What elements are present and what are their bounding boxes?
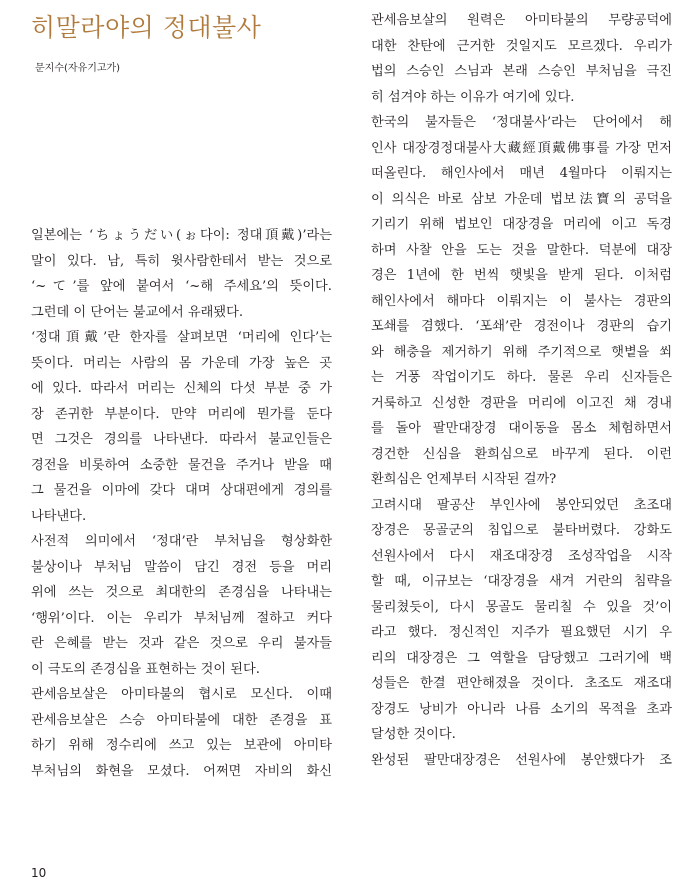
text-line: 하며 사찰 안을 도는 것을 말한다. 덕분에 대장 xyxy=(371,242,672,258)
text-line: ‘정대頂戴’란 한자를 살펴보면 ‘머리에 인다’는 xyxy=(31,330,332,345)
text-line: 뜻이다. 머리는 사람의 몸 가운데 가장 높은 곳 xyxy=(31,355,332,371)
text-line: 물리쳤듯이, 다시 몽골도 물리칠 수 있을 것’이 xyxy=(371,599,672,615)
text-line: ‘행위’이다. 이는 우리가 부처님께 절하고 커다 xyxy=(31,610,332,626)
text-line: ‘~て’를 앞에 붙여서 ‘~해 주세요’의 뜻이다. xyxy=(31,279,332,294)
text-line: 법의 스승인 스님과 본래 스승인 부처님을 극진 xyxy=(371,64,672,79)
text-line: 그런데 이 단어는 불교에서 유래됐다. xyxy=(31,304,244,320)
article-title: 히말라야의 정대불사 xyxy=(31,13,262,42)
article-author: 문지수(자유기고가) xyxy=(35,63,121,74)
text-line: 그 물건을 이마에 갖다 대며 상대편에게 경의를 xyxy=(31,483,332,498)
text-line: 완성된 팔만대장경은 선원사에 봉안했다가 조 xyxy=(371,752,672,768)
text-line: 인사 대장경정대불사大藏經頂戴佛事를 가장 먼저 xyxy=(371,140,672,156)
text-line: 에 있다. 따라서 머리는 신체의 다섯 부분 중 가 xyxy=(31,381,332,396)
left-text-column xyxy=(31,223,332,784)
text-line: 포쇄를 겸했다. ‘포쇄’란 경전이나 경판의 습기 xyxy=(371,319,672,334)
text-line: 경전을 비롯하여 소중한 물건을 주거나 받을 때 xyxy=(31,457,332,473)
text-line: 경은 1년에 한 번씩 햇빛을 받게 된다. 이처럼 xyxy=(371,268,672,283)
text-line: 한국의 불자들은 ‘정대불사’라는 단어에서 해 xyxy=(371,115,672,130)
text-line: 장경은 몽골군의 침입으로 불타버렸다. 강화도 xyxy=(371,523,672,538)
text-line: 성들은 한결 편안해졌을 것이다. 초조도 재조대 xyxy=(371,676,672,691)
text-line: 관세음보살의 원력은 아미타불의 무량공덕에 xyxy=(371,13,672,28)
text-line: 말이 있다. 남, 특히 윗사람한테서 받는 것으로 xyxy=(31,253,332,269)
text-line: 리의 대장경은 그 역할을 담당했고 그러기에 백 xyxy=(371,650,672,666)
text-line: 달성한 것이다. xyxy=(371,727,456,742)
text-line: 위에 쓰는 것으로 최대한의 존경심을 나타내는 xyxy=(31,585,332,600)
text-line: 히 섬겨야 하는 이유가 여기에 있다. xyxy=(371,89,575,105)
text-line: 부처님의 화현을 모셨다. 어쩌면 자비의 화신 xyxy=(31,763,332,779)
text-line: 를 돌아 팔만대장경 대이동을 몸소 체험하면서 xyxy=(371,421,672,436)
text-line: 는 거풍 작업이기도 하다. 물론 우리 신자들은 xyxy=(371,370,672,385)
text-line: 기리기 위해 법보인 대장경을 머리에 이고 독경 xyxy=(371,217,672,232)
text-line: 하기 위해 정수리에 쓰고 있는 보관에 아미타 xyxy=(31,738,332,753)
text-line: 장경도 낭비가 아니라 나름 소기의 목적을 초과 xyxy=(371,701,672,717)
text-line: 불상이나 부처님 말씀이 담긴 경전 등을 머리 xyxy=(31,559,332,575)
text-line: 할 때, 이규보는 ‘대장경을 새겨 거란의 침략을 xyxy=(371,574,672,589)
text-line: 떠올린다. 해인사에서 매년 4월마다 이뤄지는 xyxy=(371,166,672,181)
text-line: 환희심은 언제부터 시작된 걸까? xyxy=(371,472,557,487)
text-line: 관세음보살은 아미타불의 협시로 모신다. 이때 xyxy=(31,687,332,702)
text-line: 관세음보살은 스승 아미타불에 대한 존경을 표 xyxy=(31,712,332,728)
text-line: 와 해충을 제거하기 위해 주기적으로 햇볕을 쐬 xyxy=(371,344,672,360)
text-line: 거룩하고 신성한 경판을 머리에 이고진 채 경내 xyxy=(371,395,672,411)
text-line: 이 의식은 바로 삼보 가운데 법보法寶의 공덕을 xyxy=(371,191,672,207)
text-line: 경건한 신심을 환희심으로 바꾸게 된다. 이런 xyxy=(371,446,672,462)
text-line: 장 존귀한 부분이다. 만약 머리에 뭔가를 둔다 xyxy=(31,406,332,422)
text-line: 사전적 의미에서 ‘정대’란 부처님을 형상화한 xyxy=(31,534,332,549)
page-number: 10 xyxy=(31,866,47,880)
text-line: 선원사에서 다시 재조대장경 조성작업을 시작 xyxy=(371,548,672,564)
text-line: 이 극도의 존경심을 표현하는 것이 된다. xyxy=(31,661,260,677)
right-text-column xyxy=(371,8,672,773)
text-line: 면 그것은 경의를 나타낸다. 따라서 불교인들은 xyxy=(31,432,332,447)
text-line: 나타낸다. xyxy=(31,508,87,524)
text-line: 라고 했다. 정신적인 지주가 필요했던 시기 우 xyxy=(371,625,672,640)
text-line: 해인사에서 해마다 이뤄지는 이 불사는 경판의 xyxy=(371,293,672,309)
text-line: 대한 찬탄에 근거한 것일지도 모르겠다. 우리가 xyxy=(371,38,672,54)
text-line: 란 은혜를 받는 것과 같은 것으로 우리 불자들 xyxy=(31,636,332,651)
text-line: 일본에는 ‘ちょうだい(ぉ다이: 정대頂戴)’라는 xyxy=(31,228,332,243)
text-line: 고려시대 팔공산 부인사에 봉안되었던 초조대 xyxy=(371,497,672,513)
